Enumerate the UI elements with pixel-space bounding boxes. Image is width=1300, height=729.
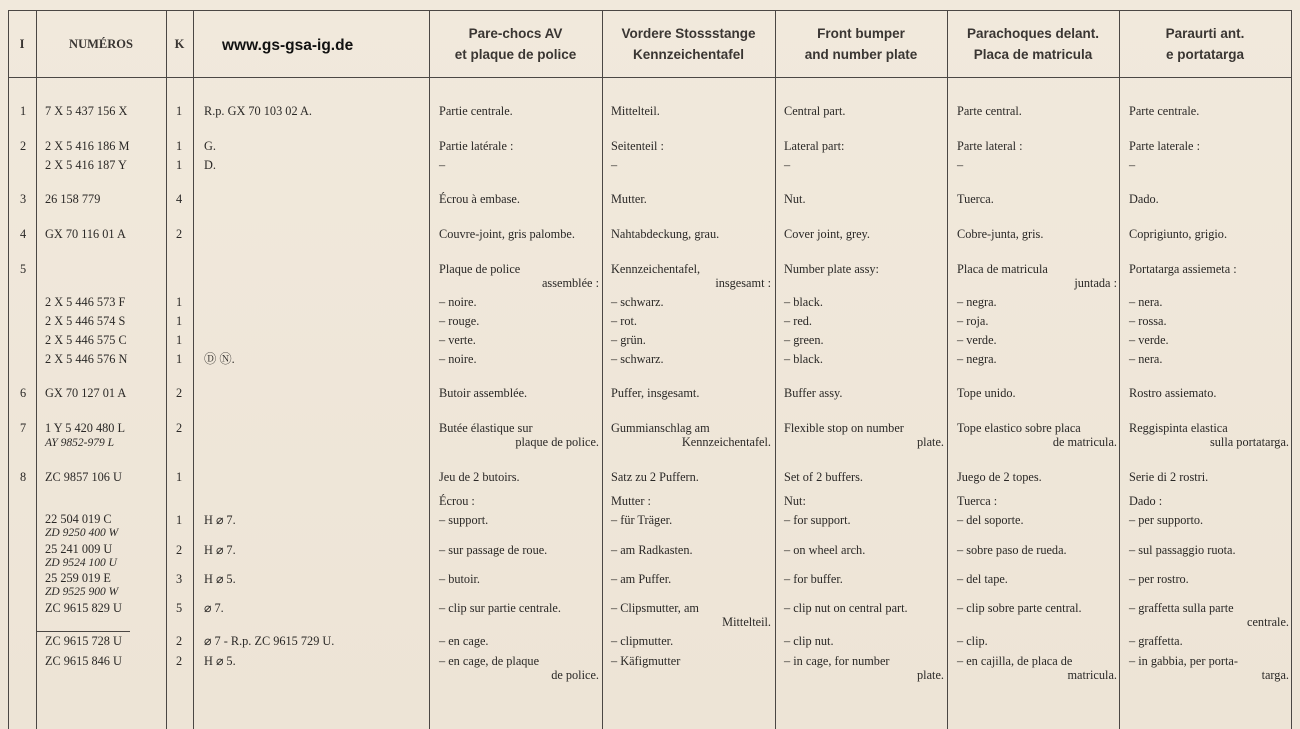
quantity: 1 [176, 139, 183, 153]
column-divider [193, 10, 194, 729]
column-divider [947, 10, 948, 729]
quantity: 2 [176, 654, 183, 668]
column-divider [1119, 10, 1120, 729]
desc-italian: – graffetta. [1129, 634, 1183, 648]
part-number: 7 X 5 437 156 X [45, 104, 128, 118]
part-number [45, 513, 118, 540]
desc-spanish: – sobre paso de rueda. [957, 543, 1067, 557]
desc-spanish: – del tape. [957, 572, 1008, 586]
desc-english: Number plate assy: [784, 262, 879, 276]
part-number-primary: 22 504 019 C [45, 512, 112, 526]
part-number: GX 70 116 01 A [45, 227, 126, 241]
desc-spanish: Parte lateral : [957, 139, 1023, 153]
desc-german: Puffer, insgesamt. [611, 386, 700, 400]
desc-german-line1: – Clipsmutter, am [611, 601, 699, 615]
desc-german: Mittelteil. [611, 104, 660, 118]
part-number: GX 70 127 01 A [45, 386, 127, 400]
desc-french-line1: – en cage, de plaque [439, 654, 540, 668]
group-number: 7 [20, 421, 27, 435]
header-group: I [19, 36, 25, 51]
header-english: Front bumper and number plate [804, 26, 918, 62]
desc-english: Central part. [784, 104, 846, 118]
reference-note: D. [204, 158, 216, 172]
desc-french: Partie latérale : [439, 139, 514, 153]
quantity: 2 [176, 386, 183, 400]
desc-german-line2: Mittelteil. [722, 615, 771, 629]
desc-german [611, 601, 771, 629]
desc-english: Set of 2 buffers. [784, 470, 864, 484]
column-divider [429, 10, 430, 729]
desc-french: – rouge. [439, 314, 480, 328]
desc-italian: Parte centrale. [1129, 104, 1200, 118]
desc-italian: – nera. [1129, 352, 1163, 366]
quantity: 1 [176, 333, 183, 347]
part-number-alt: ZD 9250 400 W [45, 527, 119, 539]
desc-german: Mutter. [611, 192, 647, 206]
part-number-primary: 25 241 009 U [45, 542, 113, 556]
desc-spanish-line1: – en cajilla, de placa de [957, 654, 1073, 668]
desc-german: – [611, 158, 618, 172]
group-number: 3 [20, 192, 27, 206]
header-spanish: Parachoques delant. Placa de matricula [966, 26, 1100, 62]
desc-spanish: Tope unido. [957, 386, 1016, 400]
desc-italian: Dado : [1129, 494, 1163, 508]
part-number: ZC 9615 829 U [45, 601, 122, 615]
desc-english-line1: – in cage, for number [784, 654, 890, 668]
desc-italian: – nera. [1129, 295, 1163, 309]
quantity: 5 [176, 601, 183, 615]
column-divider [166, 10, 167, 729]
header-divider [8, 77, 1292, 78]
desc-spanish: – del soporte. [957, 513, 1024, 527]
desc-french [439, 654, 599, 682]
header-german: Vordere Stossstange Kennzeichentafel [621, 26, 756, 62]
desc-german-line2: Kennzeichentafel. [681, 435, 771, 449]
part-number-alt: ZD 9524 100 U [45, 557, 117, 569]
desc-english: – for buffer. [784, 572, 843, 586]
reference-note: H ⌀ 5. [204, 572, 236, 586]
desc-english: – on wheel arch. [784, 543, 866, 557]
desc-spanish: – verde. [957, 333, 997, 347]
desc-german: Satz zu 2 Puffern. [611, 470, 699, 484]
desc-french: – support. [439, 513, 489, 527]
part-number [45, 572, 118, 599]
group-number: 1 [20, 104, 27, 118]
desc-italian: – rossa. [1129, 314, 1167, 328]
desc-english: Lateral part: [784, 139, 845, 153]
reference-note: H ⌀ 5. [204, 654, 236, 668]
desc-english: Nut: [784, 494, 806, 508]
desc-german: – schwarz. [611, 295, 664, 309]
desc-spanish: Parte central. [957, 104, 1022, 118]
reference-note: ⌀ 7 - R.p. ZC 9615 729 U. [204, 634, 335, 648]
desc-english: – [784, 158, 791, 172]
desc-english: – for support. [784, 513, 851, 527]
desc-french: Jeu de 2 butoirs. [439, 470, 520, 484]
quantity: 2 [176, 543, 183, 557]
header-italian: Paraurti ant. e portatarga [1165, 26, 1245, 62]
desc-spanish: – negra. [957, 295, 997, 309]
group-number: 6 [20, 386, 27, 400]
desc-french: – [439, 158, 446, 172]
part-number: 26 158 779 [45, 192, 101, 206]
desc-italian: – per supporto. [1129, 513, 1204, 527]
desc-english: – clip nut on central part. [784, 601, 908, 615]
desc-french: Partie centrale. [439, 104, 513, 118]
desc-spanish [957, 654, 1117, 682]
reference-note: ⌀ 7. [204, 601, 224, 615]
desc-french: – butoir. [439, 572, 480, 586]
desc-german: – schwarz. [611, 352, 664, 366]
desc-french: Couvre-joint, gris palombe. [439, 227, 575, 241]
header-k: K [174, 36, 185, 51]
desc-french: – clip sur partie centrale. [439, 601, 561, 615]
desc-german: – Käfigmutter [611, 654, 681, 668]
desc-italian-line1: – in gabbia, per porta- [1129, 654, 1238, 668]
desc-english-line2: plate. [917, 668, 944, 682]
desc-german: – clipmutter. [611, 634, 674, 648]
quantity: 1 [176, 158, 183, 172]
group-number: 4 [20, 227, 27, 241]
desc-italian-line1: Reggispinta elastica [1129, 421, 1228, 435]
desc-english: – red. [784, 314, 812, 328]
desc-german [611, 262, 771, 290]
desc-italian: Dado. [1129, 192, 1159, 206]
desc-italian: – verde. [1129, 333, 1169, 347]
part-number: 2 X 5 416 187 Y [45, 158, 127, 172]
desc-spanish: Tuerca. [957, 192, 994, 206]
desc-french: – noire. [439, 295, 477, 309]
desc-spanish: Juego de 2 topes. [957, 470, 1042, 484]
desc-italian: Coprigiunto, grigio. [1129, 227, 1228, 241]
desc-german: – grün. [611, 333, 646, 347]
desc-french: Écrou : [439, 494, 475, 508]
desc-english-line2: plate. [917, 435, 944, 449]
desc-german [611, 421, 771, 449]
desc-italian: – per rostro. [1129, 572, 1189, 586]
quantity: 2 [176, 227, 183, 241]
table-border-right [1291, 10, 1292, 729]
desc-spanish-line1: Tope elastico sobre placa [957, 421, 1081, 435]
table-border-top [8, 10, 1292, 11]
quantity: 4 [176, 192, 183, 206]
part-number-alt: AY 9852-979 L [45, 437, 115, 449]
desc-spanish [957, 421, 1117, 449]
desc-italian: – sul passaggio ruota. [1129, 543, 1236, 557]
part-number-alt: ZD 9525 900 W [45, 586, 119, 598]
desc-english: Cover joint, grey. [784, 227, 870, 241]
header-numeros: NUMÉROS [69, 36, 133, 51]
part-number: 2 X 5 446 574 S [45, 314, 126, 328]
part-number: ZC 9615 846 U [45, 654, 122, 668]
desc-french-line1: Butée élastique sur [439, 421, 533, 435]
desc-spanish [957, 262, 1117, 290]
column-divider [775, 10, 776, 729]
desc-italian [1129, 421, 1289, 449]
desc-german: Seitenteil : [611, 139, 664, 153]
desc-german: – am Radkasten. [611, 543, 693, 557]
desc-spanish-line2: de matricula. [1052, 435, 1117, 449]
desc-italian [1129, 601, 1289, 629]
desc-german: – für Träger. [611, 513, 673, 527]
quantity: 2 [176, 421, 183, 435]
quantity: 2 [176, 634, 183, 648]
desc-italian: Parte laterale : [1129, 139, 1201, 153]
desc-french: – noire. [439, 352, 477, 366]
part-number: 2 X 5 446 576 N [45, 352, 128, 366]
desc-french-line2: assemblée : [541, 276, 599, 290]
quantity: 1 [176, 295, 183, 309]
desc-french [439, 262, 599, 290]
desc-german: – rot. [611, 314, 637, 328]
desc-german: Mutter : [611, 494, 651, 508]
desc-english: – clip nut. [784, 634, 834, 648]
desc-german-line1: Gummianschlag am [611, 421, 710, 435]
desc-italian: Rostro assiemato. [1129, 386, 1217, 400]
desc-spanish: – clip sobre parte central. [957, 601, 1082, 615]
part-number [45, 543, 117, 570]
desc-english: Nut. [784, 192, 806, 206]
desc-french-line1: Plaque de police [439, 262, 521, 276]
desc-french: Écrou à embase. [439, 192, 520, 206]
desc-french [439, 421, 599, 449]
desc-spanish: – negra. [957, 352, 997, 366]
desc-french: Butoir assemblée. [439, 386, 528, 400]
country-marks: Ⓓ Ⓝ. [204, 352, 235, 366]
desc-spanish-line2: juntada : [1074, 276, 1117, 290]
desc-german-line1: Kennzeichentafel, [611, 262, 701, 276]
watermark-url: www.gs-gsa-ig.de [222, 37, 354, 54]
group-number: 5 [20, 262, 27, 276]
desc-italian [1129, 654, 1289, 682]
desc-spanish: – clip. [957, 634, 988, 648]
row-divider [36, 631, 130, 632]
part-number: ZC 9615 728 U [45, 634, 122, 648]
quantity: 1 [176, 513, 183, 527]
part-number: ZC 9857 106 U [45, 470, 122, 484]
part-number-primary: 1 Y 5 420 480 L [45, 421, 126, 435]
part-number: 2 X 5 446 575 C [45, 333, 127, 347]
quantity: 1 [176, 104, 183, 118]
desc-spanish: Cobre-junta, gris. [957, 227, 1044, 241]
desc-german: – am Puffer. [611, 572, 672, 586]
desc-english [784, 654, 944, 682]
desc-french-line2: de police. [551, 668, 599, 682]
desc-english: – black. [784, 295, 823, 309]
reference-note: H ⌀ 7. [204, 543, 236, 557]
table-border-left [8, 10, 9, 729]
desc-german-line2: insgesamt : [715, 276, 771, 290]
desc-english [784, 421, 944, 449]
part-number: 2 X 5 446 573 F [45, 295, 126, 309]
desc-spanish: Tuerca : [957, 494, 998, 508]
quantity: 3 [176, 572, 183, 586]
desc-french: – sur passage de roue. [439, 543, 548, 557]
desc-italian: Serie di 2 rostri. [1129, 470, 1209, 484]
desc-italian-line1: – graffetta sulla parte [1129, 601, 1234, 615]
group-number: 2 [20, 139, 27, 153]
part-number-primary: 25 259 019 E [45, 571, 111, 585]
desc-italian-line2: sulla portatarga. [1210, 435, 1289, 449]
quantity: 1 [176, 352, 183, 366]
desc-german: Nahtabdeckung, grau. [611, 227, 720, 241]
desc-italian-line2: centrale. [1247, 615, 1289, 629]
column-divider [602, 10, 603, 729]
quantity: 1 [176, 314, 183, 328]
desc-spanish-line2: matricula. [1067, 668, 1117, 682]
desc-english: – green. [784, 333, 824, 347]
desc-english: Buffer assy. [784, 386, 843, 400]
desc-spanish-line1: Placa de matricula [957, 262, 1048, 276]
desc-italian: – [1129, 158, 1136, 172]
desc-italian-line2: targa. [1261, 668, 1289, 682]
column-divider [36, 10, 37, 729]
quantity: 1 [176, 470, 183, 484]
desc-italian: Portatarga assiemeta : [1129, 262, 1237, 276]
desc-english-line1: Flexible stop on number [784, 421, 904, 435]
desc-french: – verte. [439, 333, 476, 347]
header-french: Pare-chocs AV et plaque de police [454, 26, 577, 62]
desc-french: – en cage. [439, 634, 489, 648]
desc-spanish: – roja. [957, 314, 989, 328]
part-number [45, 421, 125, 450]
desc-english: – black. [784, 352, 823, 366]
group-number: 8 [20, 470, 27, 484]
reference-note: H ⌀ 7. [204, 513, 236, 527]
desc-french-line2: plaque de police. [515, 435, 599, 449]
reference-note: G. [204, 139, 216, 153]
part-number: 2 X 5 416 186 M [45, 139, 130, 153]
desc-spanish: – [957, 158, 964, 172]
reference-note: R.p. GX 70 103 02 A. [204, 104, 312, 118]
